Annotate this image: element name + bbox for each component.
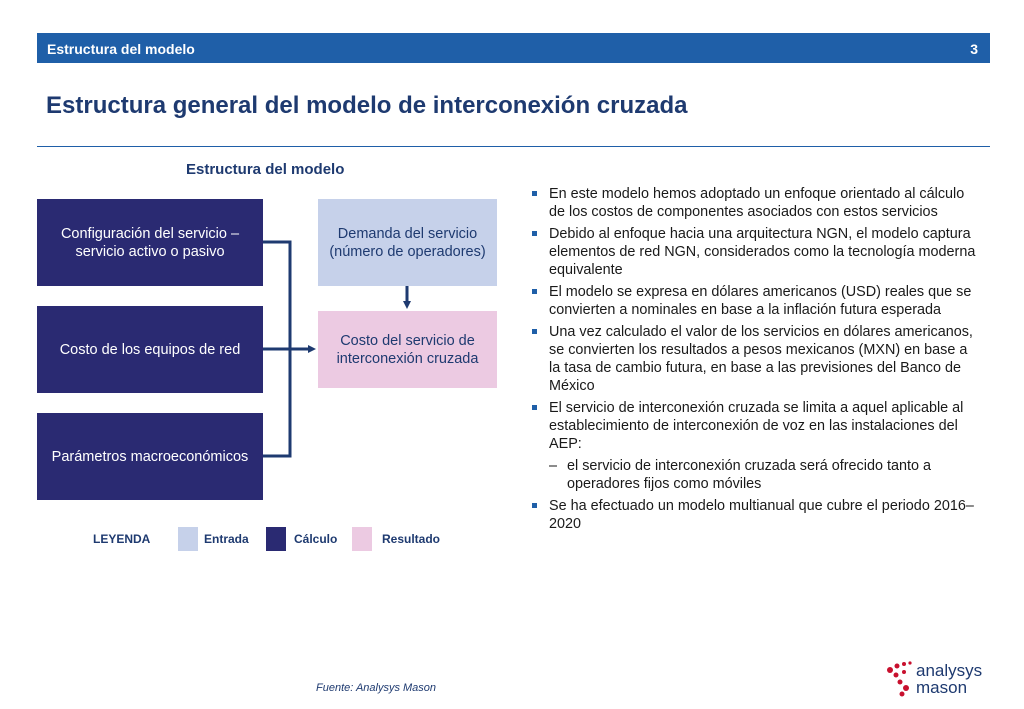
box-macroeconomic-parameters-label: Parámetros macroeconómicos (51, 448, 249, 465)
bullet-item (531, 225, 981, 279)
box-network-equipment-cost-label: Costo de los equipos de red (59, 341, 241, 358)
legend-calc-label: Cálculo (294, 532, 338, 546)
bullet-text: Debido al enfoque hacia una arquitectura NGN, el modelo captura elementos de red NGN, considerados como la tecnología moderna equivalente (549, 226, 976, 278)
bullet-square-icon (532, 503, 537, 508)
legend-result-swatch (352, 527, 372, 551)
box-cross-connect-service-cost-label: Costo del servicio de interconexión cruzada (336, 332, 479, 367)
bullet-text: El servicio de interconexión cruzada se limita a aquel aplicable al establecimiento de interconexión de voz en las instalaciones del AEP: (549, 400, 964, 452)
bullet-text: El modelo se expresa en dólares americanos (USD) reales que se convierten a nominales en base a la inflación futura esperada (549, 284, 972, 318)
page-number: 3 (970, 41, 978, 57)
bullet-list (531, 185, 981, 537)
bullet-item (531, 283, 981, 319)
section-title: Estructura del modelo (47, 41, 195, 57)
bullet-text: Una vez calculado el valor de los servicios en dólares americanos, se convierten los resultados a pesos mexicanos (MXN) en base a la tasa de cambio futura, en base a las previsiones del Banco de México (549, 324, 973, 394)
bullet-item (531, 399, 981, 453)
bullet-item (531, 185, 981, 221)
legend-result-label: Resultado (382, 532, 441, 546)
box-service-demand-label: Demanda del servicio (número de operadores) (329, 225, 486, 260)
source-note: Fuente: Analysys Mason (316, 682, 437, 694)
dash-icon: – (549, 458, 558, 474)
bullet-square-icon (532, 191, 537, 196)
bullet-item (531, 323, 981, 395)
logo-text-line2: mason (916, 678, 968, 697)
calc-boxes-bracket-connector (263, 242, 312, 456)
diagram-title: Estructura del modelo (186, 161, 345, 178)
page-title: Estructura general del modelo de interconexión cruzada (46, 92, 688, 119)
sub-bullet-text: el servicio de interconexión cruzada será ofrecido tanto a operadores fijos como móviles (567, 458, 931, 492)
legend-title: LEYENDA (93, 532, 151, 546)
legend-calc-swatch (266, 527, 286, 551)
analysys-mason-logo (882, 660, 992, 698)
logo-dots-icon (882, 660, 916, 698)
bullet-square-icon (532, 405, 537, 410)
bullet-square-icon (532, 231, 537, 236)
sub-bullet-item (531, 457, 981, 493)
legend-input-swatch (178, 527, 198, 551)
logo-text-line1: analysys (916, 661, 983, 680)
bullet-square-icon (532, 289, 537, 294)
legend-input-label: Entrada (204, 532, 249, 546)
bullet-square-icon (532, 329, 537, 334)
bullet-item (531, 497, 981, 533)
bullet-text: Se ha efectuado un modelo multianual que cubre el periodo 2016–2020 (549, 498, 974, 532)
bullet-text: En este modelo hemos adoptado un enfoque orientado al cálculo de los costos de componentes asociados con estos servicios (549, 186, 965, 220)
box-service-configuration-label: Configuración del servicio – servicio activo o pasivo (60, 225, 240, 260)
